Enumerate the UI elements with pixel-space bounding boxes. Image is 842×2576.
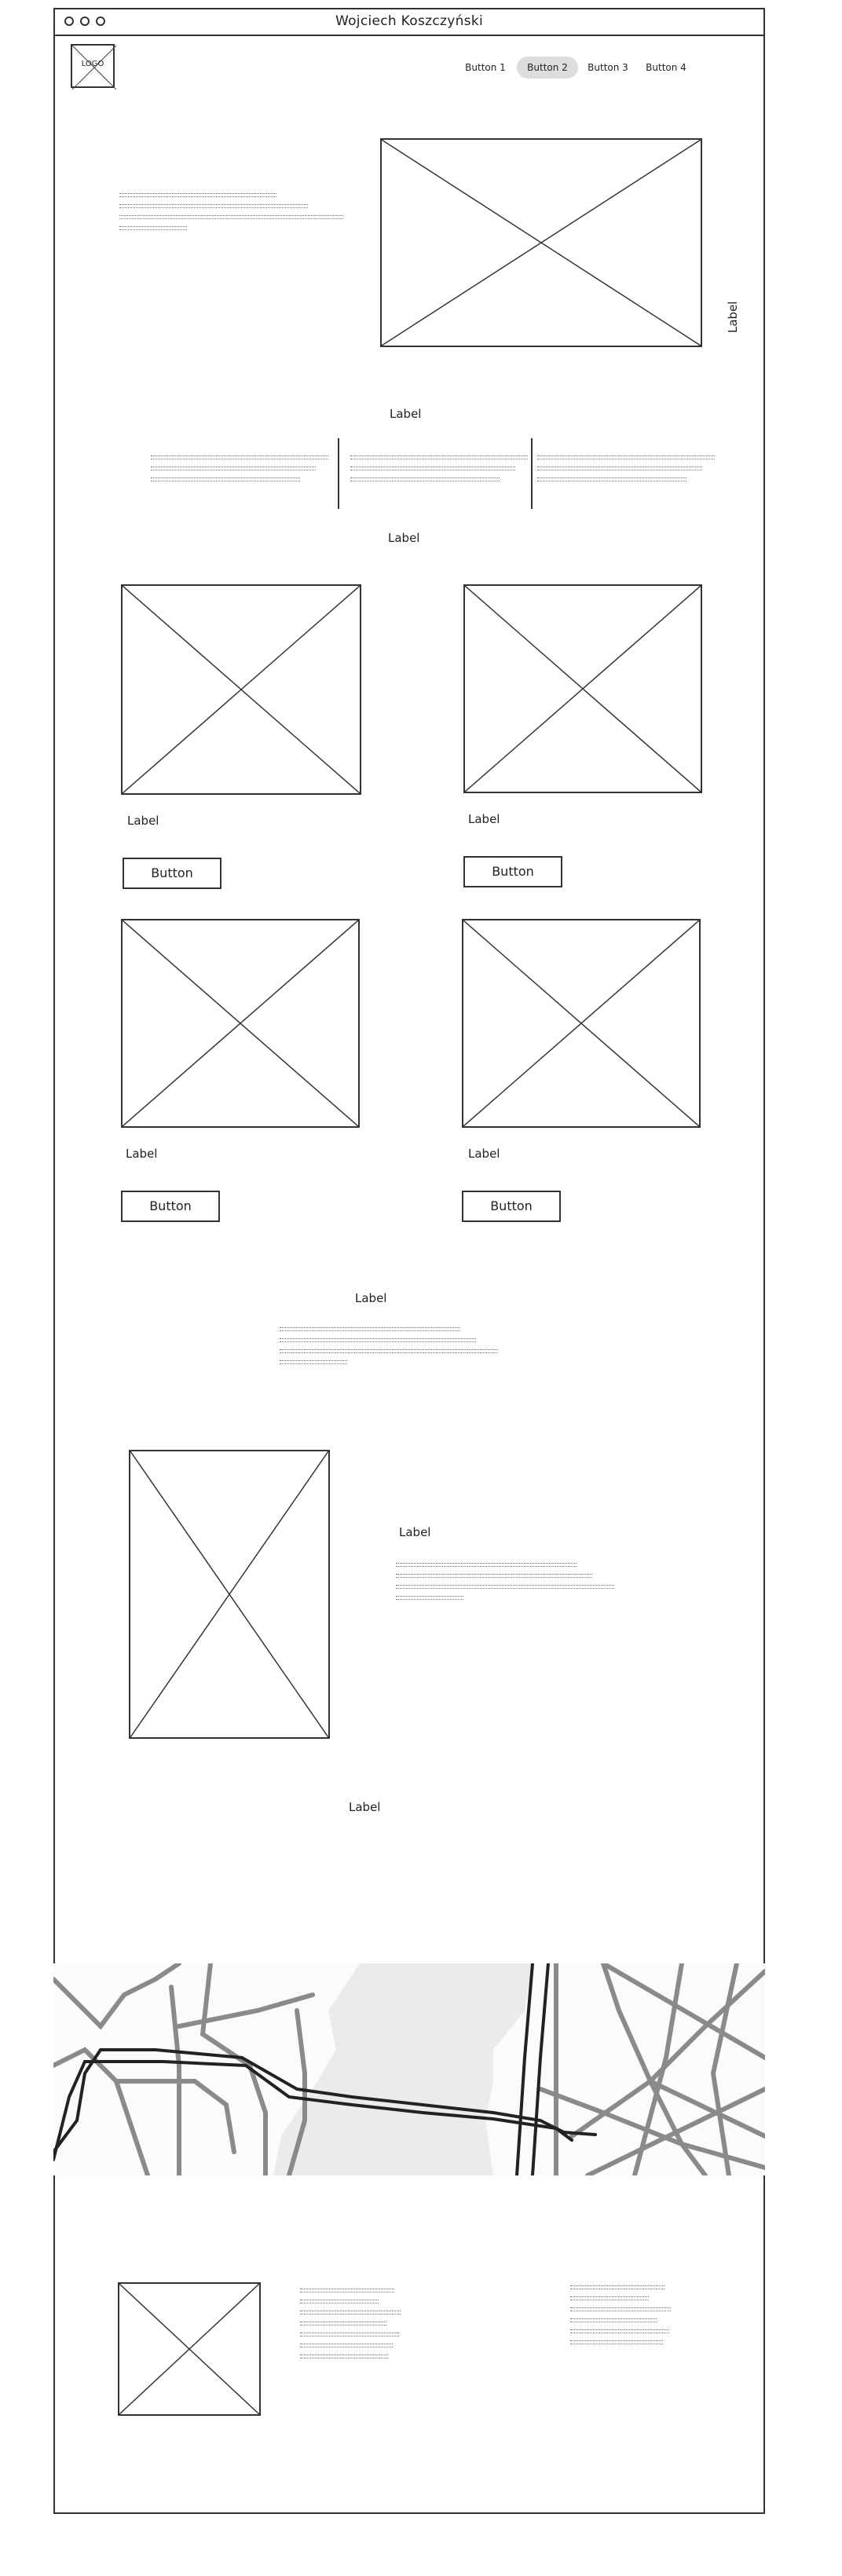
logo-label: LOGO xyxy=(81,60,104,68)
card-2-image-placeholder xyxy=(463,584,702,793)
card-3-image-placeholder xyxy=(121,919,360,1128)
text-section-paragraph xyxy=(280,1327,501,1371)
card-4-image-placeholder xyxy=(462,919,701,1128)
hero-side-label: Label xyxy=(726,301,740,333)
card-1-image-placeholder xyxy=(121,584,361,795)
card-1-button[interactable]: Button xyxy=(123,858,221,889)
footer-text-column-1 xyxy=(300,2289,402,2366)
column-3-text xyxy=(537,456,716,488)
window-titlebar xyxy=(55,9,763,36)
card-4-button[interactable]: Button xyxy=(462,1191,561,1222)
map[interactable] xyxy=(53,1963,765,2175)
text-section-heading: Label xyxy=(355,1291,387,1305)
card-2-label: Label xyxy=(468,812,500,826)
feature-text-placeholder xyxy=(396,1563,617,1607)
card-2-button[interactable]: Button xyxy=(463,856,562,887)
column-divider xyxy=(338,438,339,509)
card-3-label: Label xyxy=(126,1147,158,1161)
hero-text-placeholder xyxy=(119,193,347,237)
card-3-button[interactable]: Button xyxy=(121,1191,220,1222)
logo[interactable] xyxy=(71,44,115,88)
nav-button-1[interactable]: Button 1 xyxy=(465,62,506,73)
section-heading: Label xyxy=(390,407,422,421)
column-1-text xyxy=(151,456,330,488)
nav-button-4[interactable]: Button 4 xyxy=(646,62,686,73)
window-title: Wojciech Koszczyński xyxy=(335,13,483,29)
feature-heading: Label xyxy=(399,1525,431,1539)
footer-image-placeholder xyxy=(118,2282,261,2416)
column-divider xyxy=(531,438,533,509)
section-subheading: Label xyxy=(388,531,420,545)
column-2-text xyxy=(350,456,529,488)
card-1-label: Label xyxy=(127,814,159,828)
footer-text-column-2 xyxy=(570,2285,672,2351)
feature-bottom-label: Label xyxy=(349,1800,381,1814)
nav-button-2[interactable]: Button 2 xyxy=(517,57,578,79)
hero-image-placeholder xyxy=(380,138,702,347)
card-4-label: Label xyxy=(468,1147,500,1161)
feature-image-placeholder xyxy=(129,1450,330,1739)
nav-button-3[interactable]: Button 3 xyxy=(588,62,628,73)
